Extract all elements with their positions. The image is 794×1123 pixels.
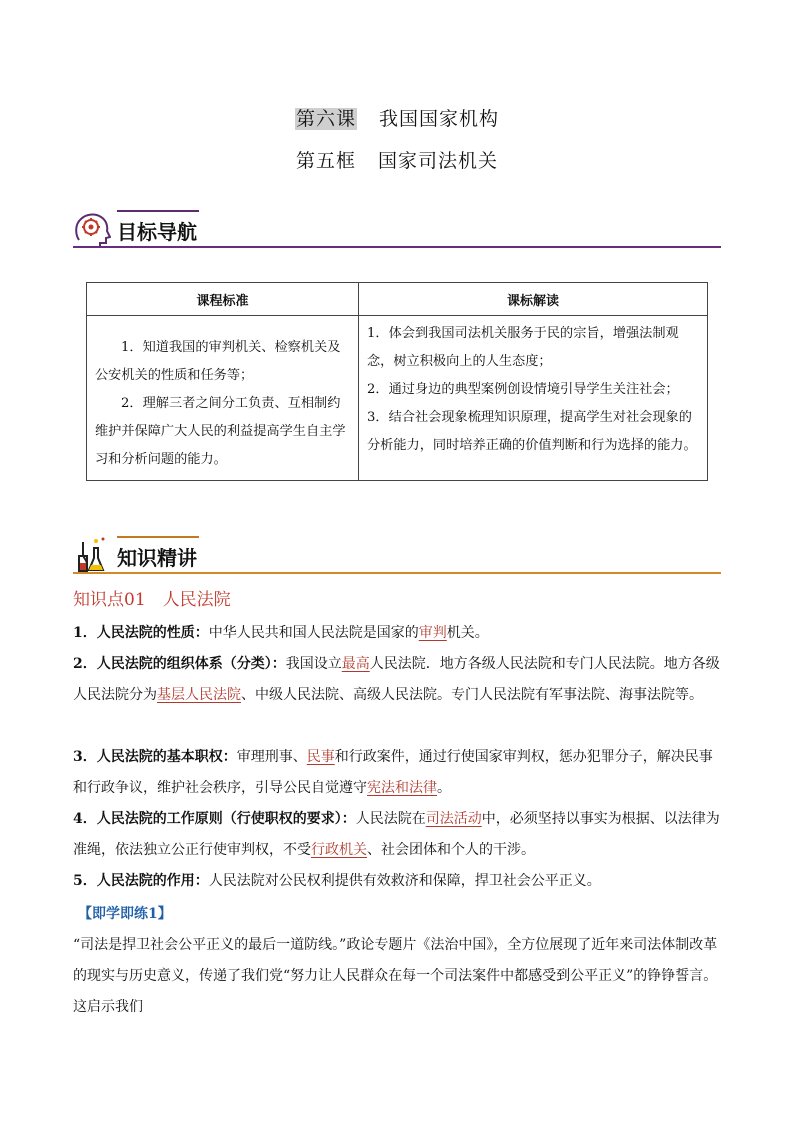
frame-name: 国家司法机关 <box>378 150 499 172</box>
lesson-title <box>0 104 794 131</box>
table-header: 课标解读 <box>359 283 708 316</box>
point-text: 。 <box>437 780 451 796</box>
key-term: 民事 <box>306 749 335 765</box>
point-principles <box>73 804 723 866</box>
lesson-name: 我国国家机构 <box>379 108 500 130</box>
key-term: 宪法和法律 <box>367 780 437 796</box>
standard-item: 2．理解三者之间分工负责、互相制约维护并保障广大人民的利益提高学生自主学习和分析问题的能力。 <box>95 396 346 467</box>
point-organization <box>73 649 723 711</box>
knowledge-point-title: 知识点01 人民法院 <box>73 590 231 610</box>
point-lead: 4．人民法院的工作原则（行使职权的要求）： <box>73 811 356 827</box>
point-text: 和行政案件，通过行使国家审判权，惩办犯罪分子，解决民事和行政争议，维护社会秩序，引导公民自觉遵守 <box>73 749 713 796</box>
section-topbar <box>117 536 199 538</box>
brain-gear-icon <box>73 210 111 248</box>
frame-number: 第五框 <box>295 150 356 172</box>
point-lead: 1．人民法院的性质： <box>73 625 209 641</box>
section-knowledge <box>73 536 721 576</box>
practice-text: “司法是捍卫社会公平正义的最后一道防线。”政论专题片《法治中国》，全方位展现了近年来司法体制改革的现实与历史意义，传递了我们党“努力让人民群众在每一个司法案件中都感受到公平正义”的铮铮誓言。这启示我们 <box>73 937 718 1015</box>
section-topbar <box>117 210 199 212</box>
point-lead: 5．人民法院的作用： <box>73 873 209 889</box>
point-text: 人民法院对公民权利提供有效救济和保障，捍卫社会公平正义。 <box>208 873 601 889</box>
key-term: 基层人民法院 <box>157 687 241 703</box>
curriculum-table <box>86 282 708 481</box>
point-nature <box>73 618 723 649</box>
interpretation-item: 3．结合社会现象梳理知识原理，提高学生对社会现象的分析能力，同时培养正确的价值判断和行为选择的能力。 <box>367 410 697 453</box>
interpretation-item: 1．体会到我国司法机关服务于民的宗旨，增强法制观念，树立积极向上的人生态度； <box>367 326 679 369</box>
section-underline <box>73 572 721 574</box>
point-text: 机关。 <box>446 625 489 641</box>
point-text: 我国设立 <box>285 656 342 672</box>
point-text: 、社会团体和个人的干涉。 <box>367 842 535 858</box>
point-lead: 2．人民法院的组织体系（分类）： <box>73 656 286 672</box>
table-cell-interpretation <box>359 316 708 481</box>
point-text: 人民法院在 <box>355 811 426 827</box>
key-term: 审判 <box>418 625 447 641</box>
standard-item: 1．知道我国的审判机关、检察机关及公安机关的性质和任务等； <box>95 340 341 383</box>
table-row <box>87 316 708 481</box>
table-header-row <box>87 283 708 316</box>
table-cell-standards <box>87 316 359 481</box>
section-label: 目标导航 <box>117 220 197 244</box>
frame-title <box>0 146 794 173</box>
point-text: 人民法院．地方各级人民法院和专门人民法院。地方各级人民法院分为 <box>73 656 720 703</box>
point-text: 中，必须坚持以事实为根据、以法律为准绳，依法独立公正行使审判权，不受 <box>73 811 720 858</box>
key-term: 最高 <box>341 656 370 672</box>
key-term: 行政机关 <box>311 842 367 858</box>
lesson-number: 第六课 <box>295 108 356 130</box>
practice-label: 【即学即练1】 <box>78 906 172 922</box>
table-header: 课程标准 <box>87 283 359 316</box>
point-text: 审理刑事、 <box>236 749 307 765</box>
key-term: 司法活动 <box>425 811 482 827</box>
point-powers <box>73 742 723 804</box>
point-role <box>73 866 723 897</box>
section-goal-navigation <box>73 210 721 250</box>
section-label: 知识精讲 <box>117 546 197 570</box>
interpretation-item: 2．通过身边的典型案例创设情境引导学生关注社会； <box>367 382 679 397</box>
section-underline <box>73 246 721 248</box>
point-text: 、中级人民法院、高级人民法院。专门人民法院有军事法院、海事法院等。 <box>241 687 703 703</box>
point-text: 中华人民共和国人民法院是国家的 <box>208 625 419 641</box>
point-lead: 3．人民法院的基本职权： <box>73 749 237 765</box>
flask-icon <box>73 536 111 574</box>
